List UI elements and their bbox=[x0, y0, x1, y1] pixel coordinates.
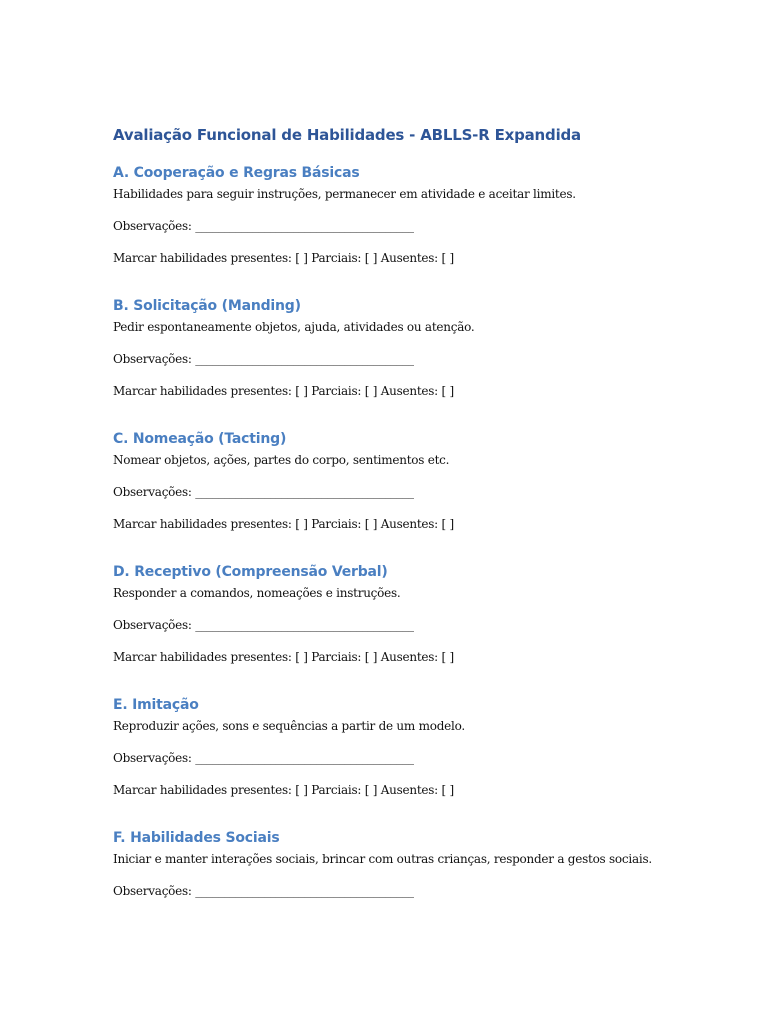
section-receptive bbox=[113, 562, 713, 666]
section-description: Reproduzir ações, sons e sequências a partir de um modelo. bbox=[113, 719, 465, 733]
section-description: Nomear objetos, ações, partes do corpo, sentimentos etc. bbox=[113, 453, 450, 467]
section-tacting bbox=[113, 429, 713, 533]
section-description: Pedir espontaneamente objetos, ajuda, atividades ou atenção. bbox=[113, 320, 475, 334]
section-description: Responder a comandos, nomeações e instruções. bbox=[113, 586, 401, 600]
section-description: Habilidades para seguir instruções, permanecer em atividade e aceitar limites. bbox=[113, 187, 576, 201]
section-title: C. Nomeação (Tacting) bbox=[113, 431, 287, 447]
observations-field[interactable]: Observações: ______________________________________ bbox=[113, 618, 414, 632]
observations-field[interactable]: Observações: ______________________________________ bbox=[113, 219, 414, 233]
section-title: B. Solicitação (Manding) bbox=[113, 298, 301, 314]
section-manding bbox=[113, 296, 713, 400]
skill-marks-line[interactable]: Marcar habilidades presentes: [ ] Parciais: [ ] Ausentes: [ ] bbox=[113, 384, 454, 398]
observations-field[interactable]: Observações: ______________________________________ bbox=[113, 751, 414, 765]
section-title: E. Imitação bbox=[113, 697, 199, 713]
skill-marks-line[interactable]: Marcar habilidades presentes: [ ] Parciais: [ ] Ausentes: [ ] bbox=[113, 650, 454, 664]
section-social-skills bbox=[113, 828, 713, 900]
observations-field[interactable]: Observações: ______________________________________ bbox=[113, 884, 414, 898]
skill-marks-line[interactable]: Marcar habilidades presentes: [ ] Parciais: [ ] Ausentes: [ ] bbox=[113, 251, 454, 265]
section-title: F. Habilidades Sociais bbox=[113, 830, 280, 846]
skill-marks-line[interactable]: Marcar habilidades presentes: [ ] Parciais: [ ] Ausentes: [ ] bbox=[113, 783, 454, 797]
section-title: A. Cooperação e Regras Básicas bbox=[113, 165, 360, 181]
section-title: D. Receptivo (Compreensão Verbal) bbox=[113, 564, 388, 580]
document-page bbox=[113, 124, 713, 900]
document-title: Avaliação Funcional de Habilidades - ABLLS-R Expandida bbox=[113, 126, 581, 144]
section-imitation bbox=[113, 695, 713, 799]
observations-field[interactable]: Observações: ______________________________________ bbox=[113, 352, 414, 366]
observations-field[interactable]: Observações: ______________________________________ bbox=[113, 485, 414, 499]
section-description: Iniciar e manter interações sociais, brincar com outras crianças, responder a gestos sociais. bbox=[113, 852, 652, 866]
skill-marks-line[interactable]: Marcar habilidades presentes: [ ] Parciais: [ ] Ausentes: [ ] bbox=[113, 517, 454, 531]
section-cooperation bbox=[113, 163, 713, 267]
